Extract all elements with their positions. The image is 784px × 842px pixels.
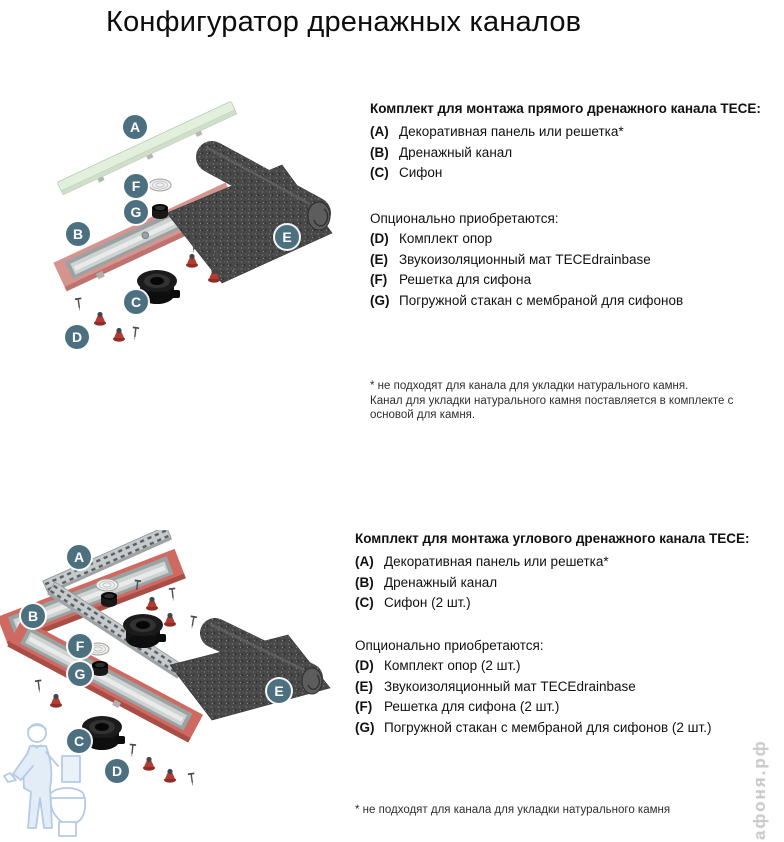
straight-channel-diagram (30, 85, 360, 365)
part-label-b: B (21, 604, 45, 628)
part-label-f: F (68, 634, 92, 658)
part-label-c: C (67, 729, 91, 753)
kit-item: (A) Декоративная панель или решетка* (355, 554, 609, 569)
optional-heading: Опционально приобретаются: (355, 637, 544, 653)
part-label-a: A (123, 115, 147, 139)
membrane-cup-part (152, 204, 168, 219)
part-label-f: F (124, 174, 148, 198)
optional-heading: Опционально приобретаются: (370, 210, 559, 226)
optional-item: (G) Погружной стакан с мембраной для сифонов (2 шт.) (355, 719, 712, 735)
kit-item: (C) Сифон (2 шт.) (355, 595, 471, 610)
corner-channel-exploded-view-image (0, 530, 350, 842)
part-label-b: B (66, 222, 90, 246)
kit-item: (B) Дренажный канал (355, 574, 498, 590)
optional-item: (E) Звукоизоляционный мат TECEdrainbase (370, 251, 651, 267)
straight-kit-footnote: * не подходят для канала для укладки натурального камня. Канал для укладки натурального камня поставляется в комплекте с основой для камня. (370, 380, 734, 421)
part-label-a: A (67, 545, 91, 569)
optional-item: (D) Комплект опор (370, 231, 493, 246)
soundproof-mat-part (170, 624, 330, 720)
kit-heading: Комплект для монтажа углового дренажного канала TECE: (355, 531, 750, 546)
optional-item: (G) Погружной стакан с мембраной для сифонов (370, 292, 684, 308)
site-watermark: афоня.рф (750, 739, 769, 840)
part-label-e: E (267, 679, 291, 703)
part-label-e: E (275, 225, 299, 249)
kit-heading: Комплект для монтажа прямого дренажного канала TECE: (370, 101, 761, 116)
optional-item: (F) Решетка для сифона (370, 272, 532, 287)
corner-kit-footnote: * не подходят для канала для укладки натурального камня (355, 804, 671, 816)
kit-item: (B) Дренажный канал (370, 144, 513, 160)
page-title: Конфигуратор дренажных каналов (106, 6, 582, 38)
optional-item: (D) Комплект опор (2 шт.) (355, 658, 521, 673)
part-label-c: C (124, 290, 148, 314)
kit-item: (C) Сифон (370, 165, 443, 180)
membrane-cup-part (101, 592, 117, 607)
optional-item: (E) Звукоизоляционный мат TECEdrainbase (355, 678, 636, 694)
corner-kit-info (355, 530, 755, 738)
part-label-d: D (105, 759, 129, 783)
kit-item: (A) Декоративная панель или решетка* (370, 124, 624, 139)
corner-channel-diagram (0, 530, 350, 842)
optional-item: (F) Решетка для сифона (2 шт.) (355, 699, 560, 714)
straight-kit-info (370, 100, 770, 311)
siphon-grate-part (96, 579, 118, 591)
siphon-part (123, 614, 166, 648)
siphon-grate-part (149, 179, 171, 191)
membrane-cup-part (92, 661, 108, 676)
part-label-g: G (124, 200, 148, 224)
part-label-g: G (68, 662, 92, 686)
part-label-d: D (65, 325, 89, 349)
